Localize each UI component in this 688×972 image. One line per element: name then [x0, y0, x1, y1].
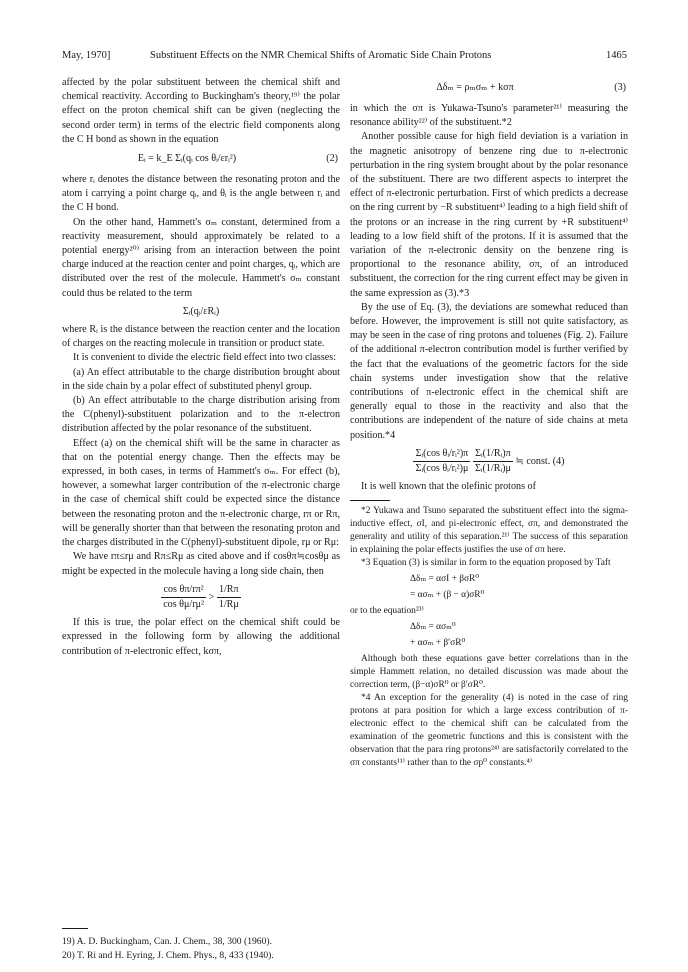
- footnote-4: *4 An exception for the generality (4) is noted in the case of ring protons at para position for which a large excess contribution of π-electronic effect to the chemical shift can be calculated from the examination of the geometric functions and this is consistent with the observation that the para ring protons²⁴⁾ are satisfactorily correlated to the σπ constants¹¹⁾ rather than to the σp⁰ constants.⁴⁾: [350, 693, 628, 769]
- fraction-denominator: cos θμ/rμ²: [163, 598, 205, 610]
- paragraph: Another possible cause for high field deviation is a variation in the magnetic anisotropy of benzene ring due to π-electronic perturbation in the ring system brought about by the polar resonance of the substituent. There are two different aspects to interpret the effect of π-electronic perturbation. First of which predicts a decrease on the ring current by −R substituent⁴⁾ leading to a high field shift of the protons or an increase in the ring current by +R substituent⁴⁾ leading to a low field shift of the protons. If it is assumed that the variation of the π-electronic density on the benzene ring is proportional to the resonance ability, σπ, of an introduced substituent, the correction for the ring current effect may be given in the same expression as (3).*3: [350, 131, 628, 299]
- equation-number: (2): [326, 153, 338, 165]
- paragraph: affected by the polar substituent between the chemical shift and chemical reactivity. According to Buckingham's theory,¹⁹⁾ the polar effect on the proton chemical shift can be given (neglecting the second order term) in terms of the electric field components along the C H bond as shown in the equation: [62, 77, 340, 145]
- paragraph: It is well known that the olefinic protons of: [361, 481, 536, 493]
- fraction-denominator: Σᵢ(cos θᵢ/rᵢ²)μ: [415, 463, 469, 475]
- fraction-denominator: 1/Rμ: [218, 598, 239, 610]
- paragraph: We have rπ≤rμ and Rπ≤Rμ as cited above and if cosθπ≒cosθμ as might be expected in the molecule having a long side chain, then: [62, 551, 340, 577]
- equation-sum: Σᵢ(qᵢ/εRᵢ): [182, 305, 220, 317]
- references-rule: [62, 928, 88, 929]
- fraction-inequality: [62, 583, 340, 612]
- equation-3: [350, 78, 628, 100]
- page-number: 1465: [606, 50, 627, 61]
- inequality-sign: >: [208, 591, 215, 603]
- equation-4: [350, 447, 628, 476]
- footnotes: [350, 505, 628, 770]
- paragraph: It is convenient to divide the electric field effect into two classes:: [73, 352, 337, 364]
- paragraph: Effect (a) on the chemical shift will be the same in character as that on the potential energy change. Then the effects may be expressed, in both cases, in terms of Hammett's σₘ. For effect (b), however, a somewhat larger contribution of the π-electronic charge in the case of chemical shift could be expected since the distance between the resonating proton and the π-electronic charge, rπ or Rπ, will be generally shorter than that between the resonating proton and the charges distributed in the C(phenyl)-substituent dipole, rμ or Rμ:: [62, 437, 340, 549]
- footnote-equation: Δδₘ = ασₘ⁰: [410, 622, 456, 633]
- footnote-equation: Δδₘ = ασI + βσR⁰: [410, 574, 480, 585]
- fraction-numerator: Σᵢ(cos θᵢ/rᵢ²)π: [413, 447, 470, 462]
- fraction-numerator: 1/Rπ: [217, 583, 241, 598]
- equation-2: [62, 149, 340, 171]
- equation-number: (3): [614, 82, 626, 93]
- fraction-numerator: Σᵢ(1/Rᵢ)π: [473, 447, 513, 462]
- running-header: [62, 50, 627, 66]
- footnote-equation: + ασₘ + β′σR⁰: [410, 638, 466, 649]
- equation-number: (4): [552, 455, 565, 467]
- footnote-equation: = ασₘ + (β − α)σR⁰: [410, 590, 485, 601]
- right-column: [350, 76, 628, 770]
- fraction-denominator: Σᵢ(1/Rᵢ)μ: [474, 463, 511, 475]
- paragraph: On the other hand, Hammett's σₘ constant, determined from a reactivity measurement, should approximately be related to a potential energy²⁰⁾ arising from an interaction between the point charge induced at the reaction center and point charges, qᵢ, which are distributed over the rest of the molecule. Hammett's σₘ constant could thus be related to the term: [62, 216, 340, 299]
- footnote-text: Although both these equations gave better correlations than in the simple Hammett relation, no detailed discussion was made about the correction term, (β−α)σR⁰ or β′σR⁰.: [350, 654, 628, 691]
- left-column: [62, 76, 340, 659]
- header-title: Substituent Effects on the NMR Chemical Shifts of Aromatic Side Chain Protons: [150, 50, 492, 61]
- footnote-2: *2 Yukawa and Tsuno separated the substituent effect into the sigma-inductive effect, σI, and pi-electronic effect, σπ, and demonstrated the generality and utility of this separation.²¹⁾ The success of this separation in explaining the polar effects justifies the use of σπ here.: [350, 506, 628, 556]
- footnote-rule: [350, 500, 390, 501]
- equation-body: Eᵢ = k_E Σᵢ(qᵢ cos θᵢ/εrᵢ²): [137, 153, 237, 165]
- footnote-3: *3 Equation (3) is similar in form to the equation proposed by Taft: [361, 558, 611, 569]
- reference-item: 19) A. D. Buckingham, Can. J. Chem., 38, 300 (1960).: [62, 936, 272, 947]
- paragraph: If this is true, the polar effect on the chemical shift could be expressed in the following form by allowing the additional contribution of π-electronic effect, kσπ,: [62, 617, 340, 657]
- header-date: May, 1970]: [62, 50, 111, 61]
- fraction-numerator: cos θπ/rπ²: [161, 583, 206, 598]
- paragraph: where Rᵢ is the distance between the reaction center and the location of charges on the reacting molecule in transition or product state.: [62, 324, 340, 350]
- paragraph: By the use of Eq. (3), the deviations are somewhat reduced than before. However, the improvement is still not quite satisfactory, as may be seen in the case of ring protons and toluenes (Fig. 2). Failure of the additional π-electron contribution model is further verified by the fact that the evaluations of the geometric factors for the side chain systems under investigation show that the relative contributions of π-electronic effect in the chemical shift are generally equal to those in the reactivity and also that the contributions are independent of the nature of side chains at meta position.*4: [350, 301, 628, 441]
- list-item-a: (a) An effect attributable to the charge distribution brought about in the side chain by a polar effect of substituted phenyl group.: [62, 366, 340, 392]
- paragraph: in which the σπ is Yukawa-Tsuno's parameter²¹⁾ measuring the resonance ability²²⁾ of the substituent.*2: [350, 103, 628, 129]
- paragraph: where rᵢ denotes the distance between the resonating proton and the atom i carrying a point charge qᵢ, and θᵢ is the angle between rᵢ and the C H bond.: [62, 174, 340, 214]
- equation-tail: ≒ const.: [515, 455, 551, 467]
- equation-body: Δδₘ = ρₘσₘ + kσπ: [436, 82, 514, 93]
- reference-item: 20) T. Ri and H. Eyring, J. Chem. Phys., 8, 433 (1940).: [62, 949, 274, 961]
- references: [62, 928, 340, 962]
- footnote-text: or to the equation²³⁾: [350, 606, 424, 617]
- list-item-b: (b) An effect attributable to the charge distribution arising from the C(phenyl)-substituent polarization and to the π-electron distribution affected by the polar resonance of the substituent.: [62, 395, 340, 435]
